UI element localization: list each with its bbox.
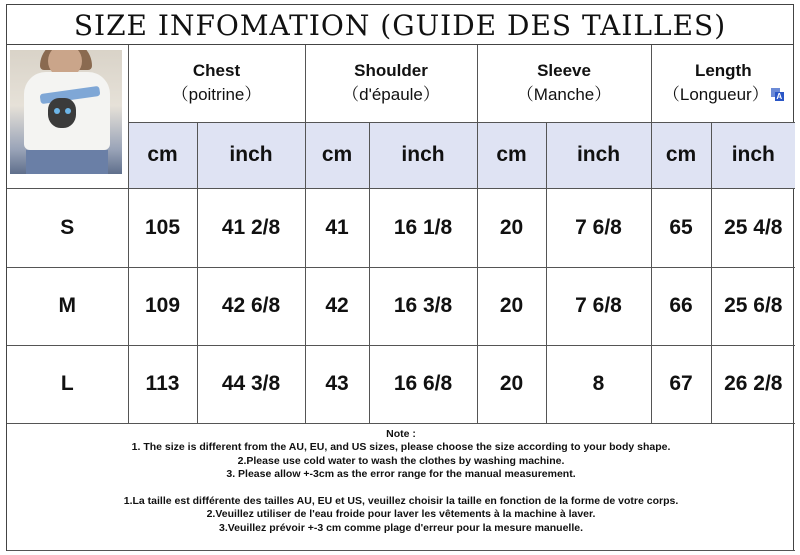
header-chest: Chest （poitrine）: [128, 45, 305, 122]
table-row: [7, 345, 795, 423]
value-cell: 25 6/8: [711, 267, 795, 345]
unit-cell: cm: [651, 122, 711, 188]
value-cell: 67: [651, 345, 711, 423]
unit-cell: inch: [369, 122, 477, 188]
value-cell: 41: [305, 188, 369, 267]
value-cell: 20: [477, 267, 546, 345]
value-cell: 66: [651, 267, 711, 345]
value-cell: 7 6/8: [546, 188, 651, 267]
value-cell: 20: [477, 345, 546, 423]
note-en-2: 2.Please use cold water to wash the clothes by washing machine.: [237, 454, 565, 467]
unit-cell: cm: [128, 122, 197, 188]
size-label: M: [7, 267, 128, 345]
value-cell: 44 3/8: [197, 345, 305, 423]
note-fr-2: 2.Veuillez utiliser de l'eau froide pour laver les vêtements à la machine à laver.: [206, 508, 596, 521]
header-shoulder: Shoulder （d'épaule）: [305, 45, 477, 122]
unit-cell: inch: [546, 122, 651, 188]
value-cell: 16 1/8: [369, 188, 477, 267]
size-chart: [6, 4, 794, 551]
value-cell: 20: [477, 188, 546, 267]
value-cell: 41 2/8: [197, 188, 305, 267]
translate-icon: A: [771, 88, 784, 101]
value-cell: 42: [305, 267, 369, 345]
size-label: S: [7, 188, 128, 267]
value-cell: 7 6/8: [546, 267, 651, 345]
note-fr-3: 3.Veuillez prévoir +-3 cm comme plage d'erreur pour la mesure manuelle.: [219, 522, 584, 535]
product-photo: [7, 45, 128, 188]
size-label: L: [7, 345, 128, 423]
tshirt-photo-icon: [10, 50, 122, 174]
chart-title: SIZE INFOMATION (GUIDE DES TAILLES): [7, 5, 793, 45]
note-title: Note :: [386, 427, 416, 440]
value-cell: 113: [128, 345, 197, 423]
unit-cell: cm: [477, 122, 546, 188]
value-cell: 16 3/8: [369, 267, 477, 345]
header-sleeve: Sleeve （Manche）: [477, 45, 651, 122]
size-table: [7, 45, 795, 551]
table-row: [7, 267, 795, 345]
unit-cell: cm: [305, 122, 369, 188]
value-cell: 109: [128, 267, 197, 345]
header-length: Length （Longueur） A: [651, 45, 795, 122]
unit-cell: inch: [197, 122, 305, 188]
value-cell: 25 4/8: [711, 188, 795, 267]
value-cell: 105: [128, 188, 197, 267]
note-fr-1: 1.La taille est différente des tailles AU, EU et US, veuillez choisir la taille en fonction de la forme de votre corps.: [123, 494, 679, 507]
value-cell: 42 6/8: [197, 267, 305, 345]
value-cell: 26 2/8: [711, 345, 795, 423]
note-en-3: 3. Please allow +-3cm as the error range for the manual measurement.: [226, 468, 576, 481]
unit-cell: inch: [711, 122, 795, 188]
value-cell: 16 6/8: [369, 345, 477, 423]
note-en-1: 1. The size is different from the AU, EU, and US sizes, please choose the size according to your body shape.: [131, 441, 671, 454]
value-cell: 8: [546, 345, 651, 423]
value-cell: 65: [651, 188, 711, 267]
table-row: [7, 188, 795, 267]
value-cell: 43: [305, 345, 369, 423]
notes-section: [7, 423, 795, 550]
